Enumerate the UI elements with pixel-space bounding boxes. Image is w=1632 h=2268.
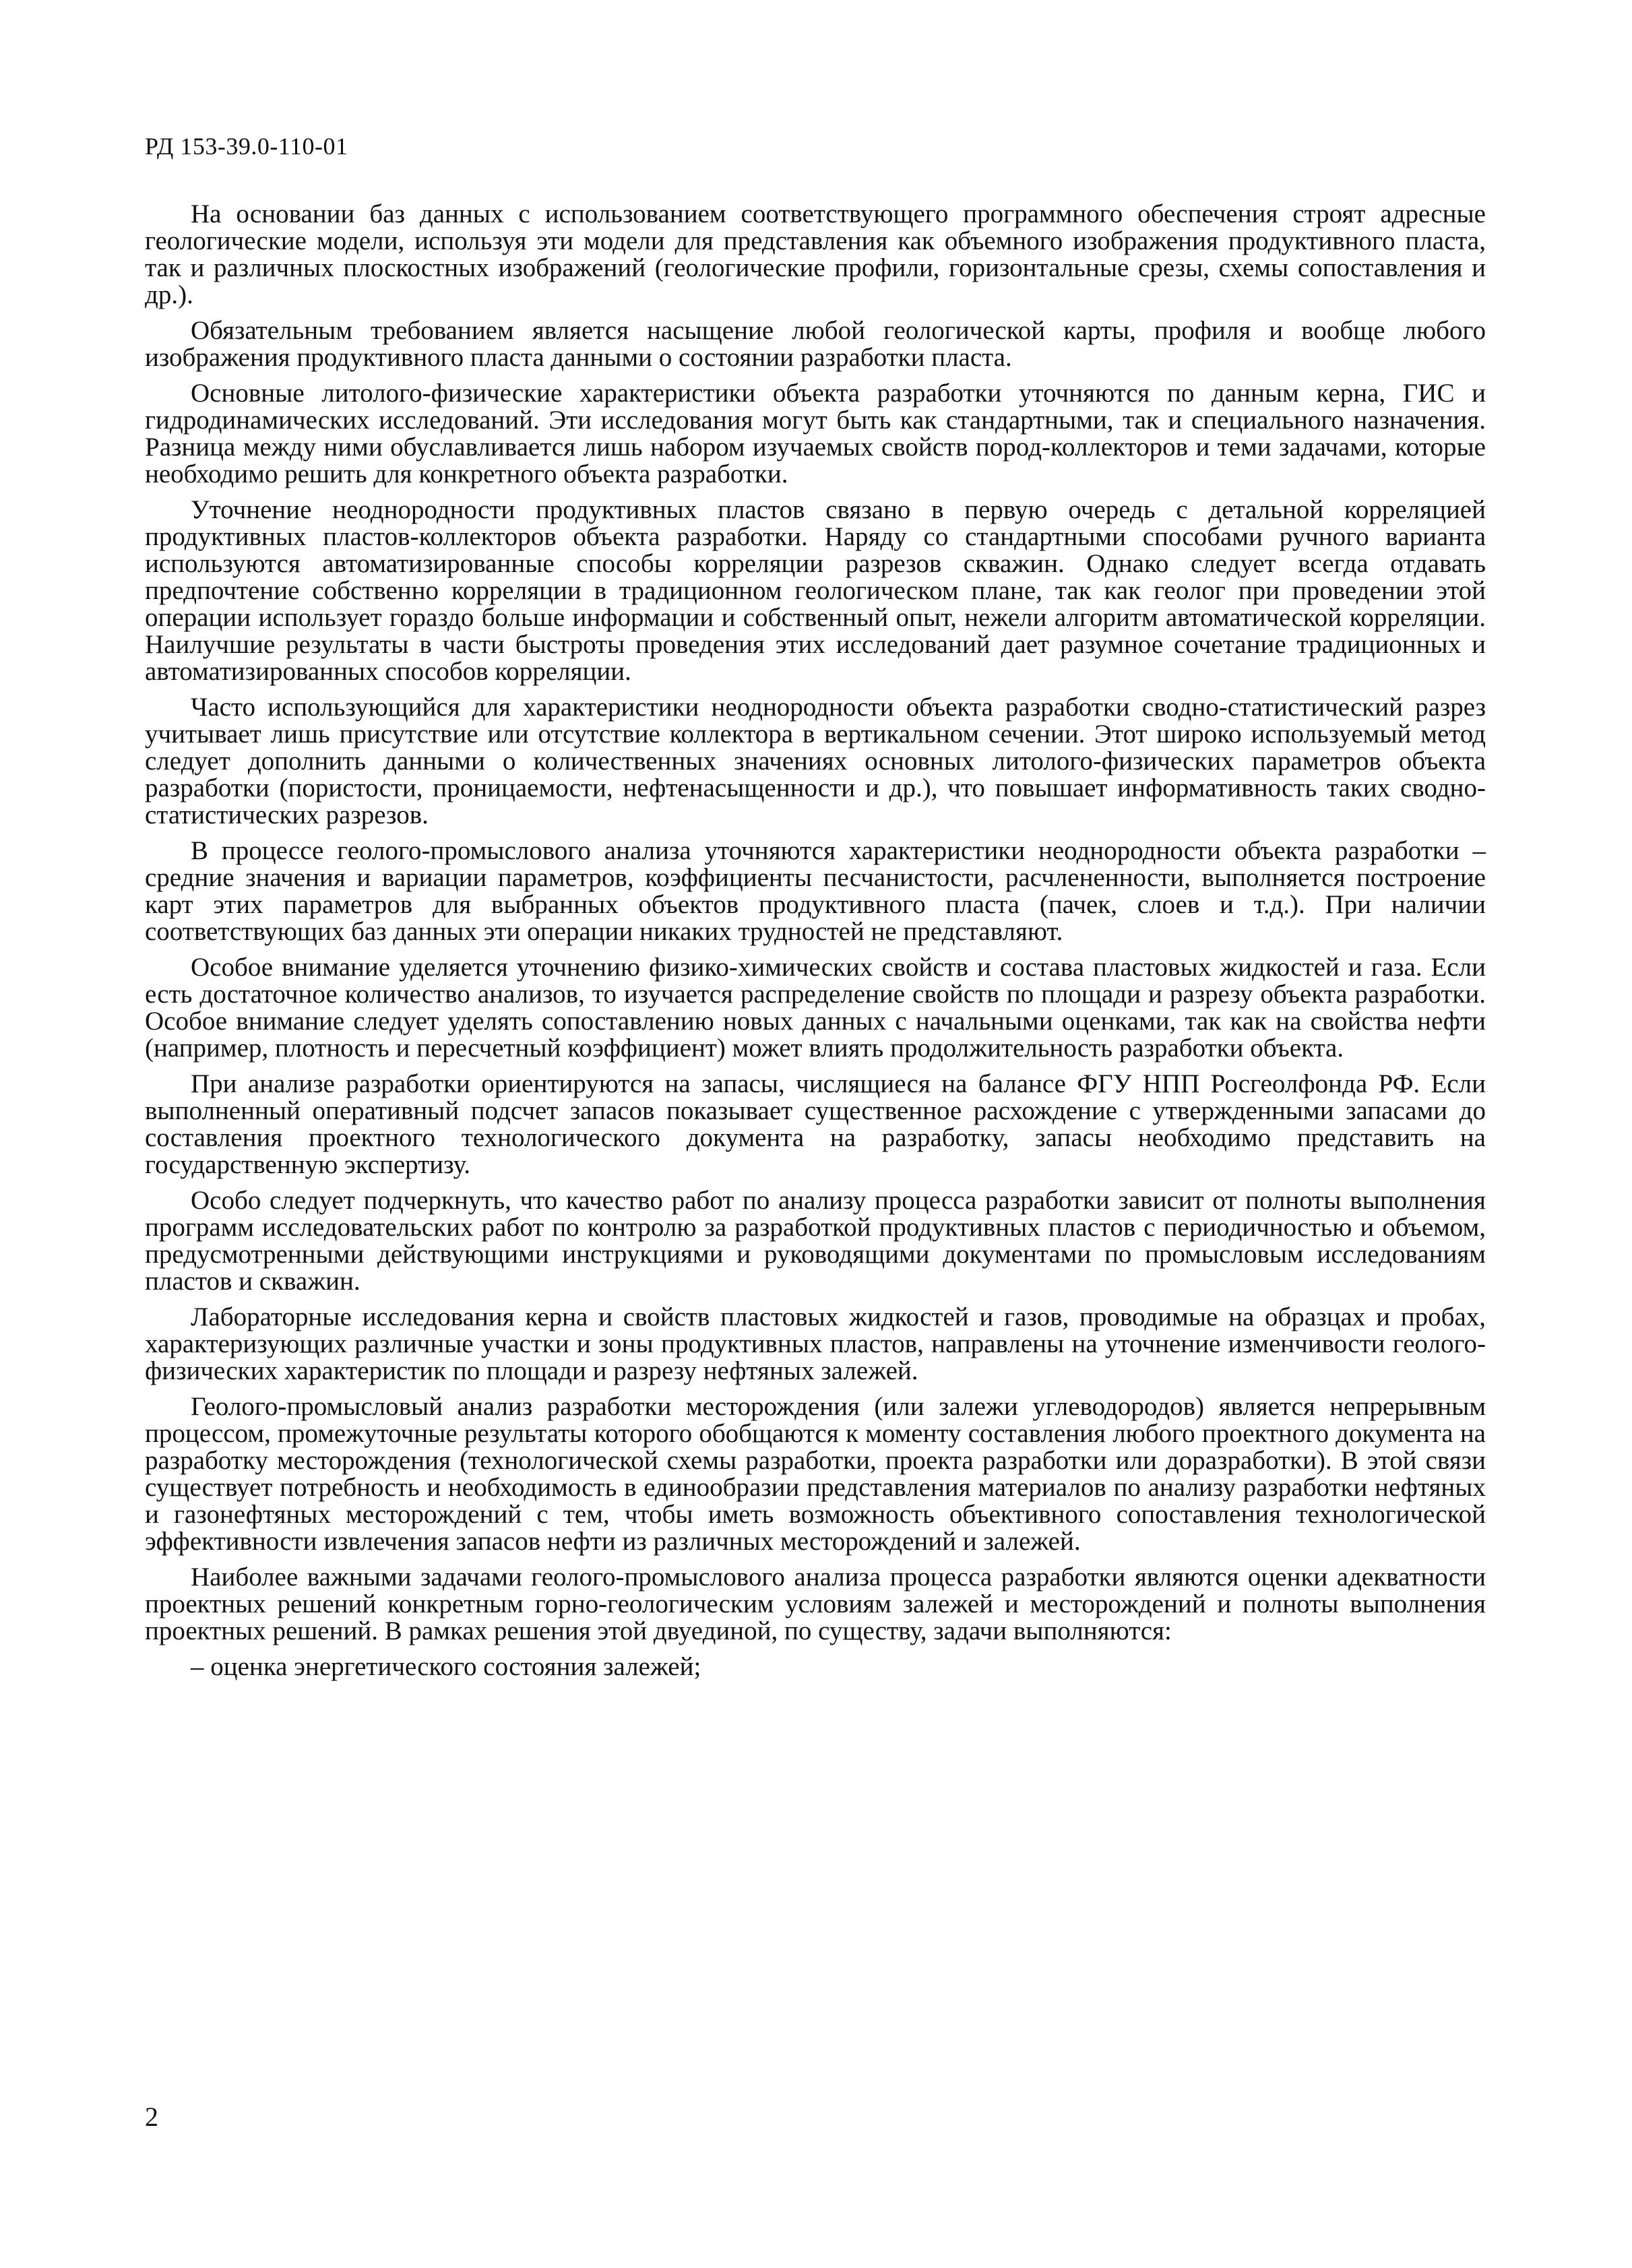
paragraph: Уточнение неоднородности продуктивных пластов связано в первую очередь с детальной корреляцией продуктивных пластов-коллекторов объекта разработки. Наряду со стандартными способами ручного варианта используются автоматизированные способы корреляции разрезов скважин. Однако следует всегда отдавать предпочтение собственно корреляции в традиционном геологическом плане, так как геолог при проведении этой операции использует гораздо больше информации и собственный опыт, нежели алгоритм автоматической корреляции. Наилучшие результаты в части быстроты проведения этих исследований дает разумное сочетание традиционных и автоматизированных способов корреляции. bbox=[145, 495, 1486, 686]
paragraph: На основании баз данных с использованием соответствующего программного обеспечения строят адресные геологические модели, используя эти модели для представления как объемного изображения продуктивного пласта, так и различных плоскостных изображений (геологические профили, горизонтальные срезы, схемы сопоставления и др.). bbox=[145, 199, 1486, 309]
paragraph: Обязательным требованием является насыщение любой геологической карты, профиля и вообще любого изображения продуктивного пласта данными о состоянии разработки пласта. bbox=[145, 316, 1486, 372]
paragraph: При анализе разработки ориентируются на запасы, числящиеся на балансе ФГУ НПП Росгеолфонда РФ. Если выполненный оперативный подсчет запасов показывает существенное расхождение с утвержденными запасами до составления проектного технологического документа на разработку, запасы необходимо представить на государственную экспертизу. bbox=[145, 1069, 1486, 1179]
paragraph: Наиболее важными задачами геолого-промыслового анализа процесса разработки являются оценки адекватности проектных решений конкретным горно-геологическим условиям залежей и месторождений и полноты выполнения проектных решений. В рамках решения этой двуединой, по существу, задачи выполняются: bbox=[145, 1563, 1486, 1645]
paragraph: Особое внимание уделяется уточнению физико-химических свойств и состава пластовых жидкостей и газа. Если есть достаточное количество анализов, то изучается распределение свойств по площади и разрезу объекта разработки. Особое внимание следует уделять сопоставлению новых данных с начальными оценками, так как на свойства нефти (например, плотность и пересчетный коэффициент) может влиять продолжительность разработки объекта. bbox=[145, 953, 1486, 1063]
list-item: – оценка энергетического состояния залежей; bbox=[191, 1652, 701, 1681]
document-body bbox=[145, 201, 1486, 1689]
paragraph: Лабораторные исследования керна и свойств пластовых жидкостей и газов, проводимые на образцах и пробах, характеризующих различные участки и зоны продуктивных пластов, направлены на уточнение изменчивости геолого-физических характеристик по площади и разрезу нефтяных залежей. bbox=[145, 1302, 1486, 1385]
paragraph: В процессе геолого-промыслового анализа уточняются характеристики неоднородности объекта разработки – средние значения и вариации параметров, коэффициенты песчанистости, расчлененности, выполняется построение карт этих параметров для выбранных объектов продуктивного пласта (пачек, слоев и т.д.). При наличии соответствующих баз данных эти операции никаких трудностей не представляют. bbox=[145, 836, 1486, 946]
page-number: 2 bbox=[145, 2102, 158, 2132]
document-code-header: РД 153-39.0-110-01 bbox=[145, 133, 348, 160]
paragraph: Геолого-промысловый анализ разработки месторождения (или залежи углеводородов) является непрерывным процессом, промежуточные результаты которого обобщаются к моменту составления любого проектного документа на разработку месторождения (технологической схемы разработки, проекта разработки или доразработки). В этой связи существует потребность и необходимость в единообразии представления материалов по анализу разработки нефтяных и газонефтяных месторождений с тем, чтобы иметь возможность объективного сопоставления технологической эффективности извлечения запасов нефти из различных месторождений и залежей. bbox=[145, 1392, 1486, 1556]
paragraph: Часто использующийся для характеристики неоднородности объекта разработки сводно-статистический разрез учитывает лишь присутствие или отсутствие коллектора в вертикальном сечении. Этот широко используемый метод следует дополнить данными о количественных значениях основных литолого-физических параметров объекта разработки (пористости, проницаемости, нефтенасыщенности и др.), что повышает информативность таких сводно-статистических разрезов. bbox=[145, 693, 1486, 829]
paragraph: Особо следует подчеркнуть, что качество работ по анализу процесса разработки зависит от полноты выполнения программ исследовательских работ по контролю за разработкой продуктивных пластов с периодичностью и объемом, предусмотренными действующими инструкциями и руководящими документами по промысловым исследованиям пластов и скважин. bbox=[145, 1186, 1486, 1296]
paragraph: Основные литолого-физические характеристики объекта разработки уточняются по данным керна, ГИС и гидродинамических исследований. Эти исследования могут быть как стандартными, так и специального назначения. Разница между ними обуславливается лишь набором изучаемых свойств пород-коллекторов и теми задачами, которые необходимо решить для конкретного объекта разработки. bbox=[145, 379, 1486, 489]
